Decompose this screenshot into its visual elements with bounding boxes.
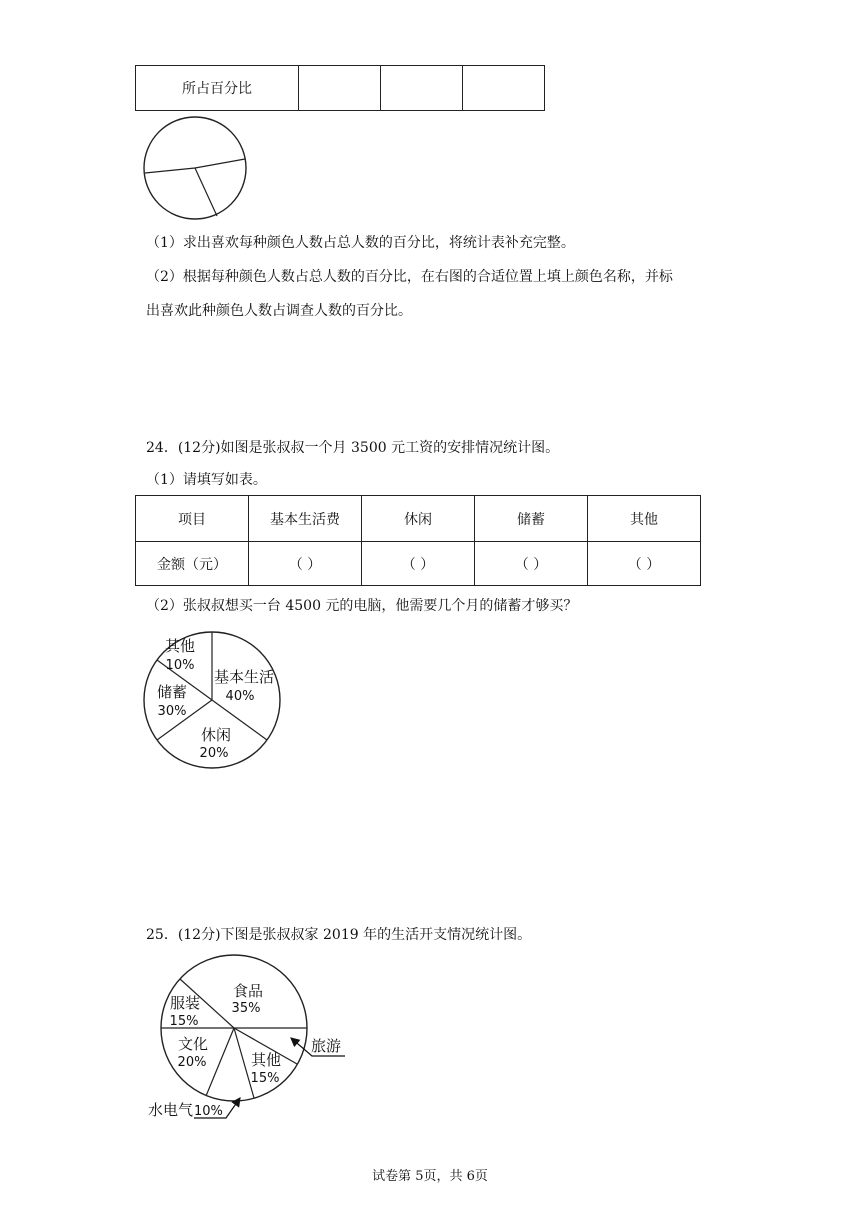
q25-label-food: 食品 bbox=[232, 982, 264, 1000]
page-footer: 试卷第 5页，共 6页 bbox=[372, 1169, 488, 1184]
q24-sub2: （2）张叔叔想买一台 4500 元的电脑，他需要几个月的储蓄才够买？ bbox=[146, 598, 578, 614]
q25-label-other: 其他 bbox=[250, 1051, 282, 1069]
q24-header-cell: 基本生活费 bbox=[249, 496, 362, 542]
q24-header-cell: 项目 bbox=[136, 496, 249, 542]
q25-label-travel: 旅游 bbox=[310, 1037, 342, 1055]
q24-sub1: （1）请填写如表。 bbox=[146, 472, 267, 488]
q24-header-cell: 休闲 bbox=[362, 496, 475, 542]
q24-pct-leisure: 20% bbox=[199, 746, 229, 761]
q24-label-other: 其他 bbox=[164, 637, 196, 655]
q25-label-culture: 文化 bbox=[177, 1035, 209, 1053]
q25-pct-culture: 20% bbox=[177, 1055, 207, 1070]
q24-pct-save: 30% bbox=[157, 704, 187, 719]
q24-answer-blank[interactable]: （ ） bbox=[475, 542, 588, 586]
q24-pct-basic: 40% bbox=[225, 689, 255, 704]
q25-pct-utility: 10% bbox=[194, 1104, 223, 1119]
q24-label-leisure: 休闲 bbox=[200, 726, 232, 744]
q23-sub2-line1: （2）根据每种颜色人数占总人数的百分比，在右图的合适位置上填上颜色名称，并标 bbox=[146, 269, 673, 285]
q23-sub2-line2: 出喜欢此种颜色人数占调查人数的百分比。 bbox=[146, 303, 412, 319]
q23-cell-blank[interactable] bbox=[463, 66, 545, 111]
q25-pct-other: 15% bbox=[250, 1071, 280, 1086]
q25-pie-chart bbox=[140, 952, 355, 1127]
q23-blank-pie-chart bbox=[140, 115, 252, 221]
q25-label-utility: 水电气 bbox=[148, 1101, 194, 1119]
q25-pct-food: 35% bbox=[231, 1001, 261, 1016]
q23-cell-blank[interactable] bbox=[381, 66, 463, 111]
q24-pie-chart bbox=[140, 628, 285, 773]
q24-answer-blank[interactable]: （ ） bbox=[249, 542, 362, 586]
q24-label-save: 储蓄 bbox=[156, 683, 188, 701]
q24-table bbox=[135, 495, 701, 586]
q24-pct-other: 10% bbox=[165, 658, 195, 673]
q23-table bbox=[135, 65, 545, 111]
q24-answer-blank[interactable]: （ ） bbox=[588, 542, 701, 586]
q24-row-label: 金额（元） bbox=[136, 542, 249, 586]
q24-answer-blank[interactable]: （ ） bbox=[362, 542, 475, 586]
q23-sub1: （1）求出喜欢每种颜色人数占总人数的百分比，将统计表补充完整。 bbox=[146, 235, 575, 251]
q23-row-label: 所占百分比 bbox=[136, 66, 299, 111]
q24-header-cell: 其他 bbox=[588, 496, 701, 542]
q25-label-clothes: 服装 bbox=[169, 994, 201, 1012]
q23-cell-blank[interactable] bbox=[299, 66, 381, 111]
q24-header-cell: 储蓄 bbox=[475, 496, 588, 542]
q25-title: 25．(12分)下图是张叔叔家 2019 年的生活开支情况统计图。 bbox=[146, 927, 532, 943]
q24-title: 24．(12分)如图是张叔叔一个月 3500 元工资的安排情况统计图。 bbox=[146, 440, 560, 456]
q24-label-basic: 基本生活 bbox=[213, 668, 275, 686]
q25-pct-clothes: 15% bbox=[169, 1014, 199, 1029]
